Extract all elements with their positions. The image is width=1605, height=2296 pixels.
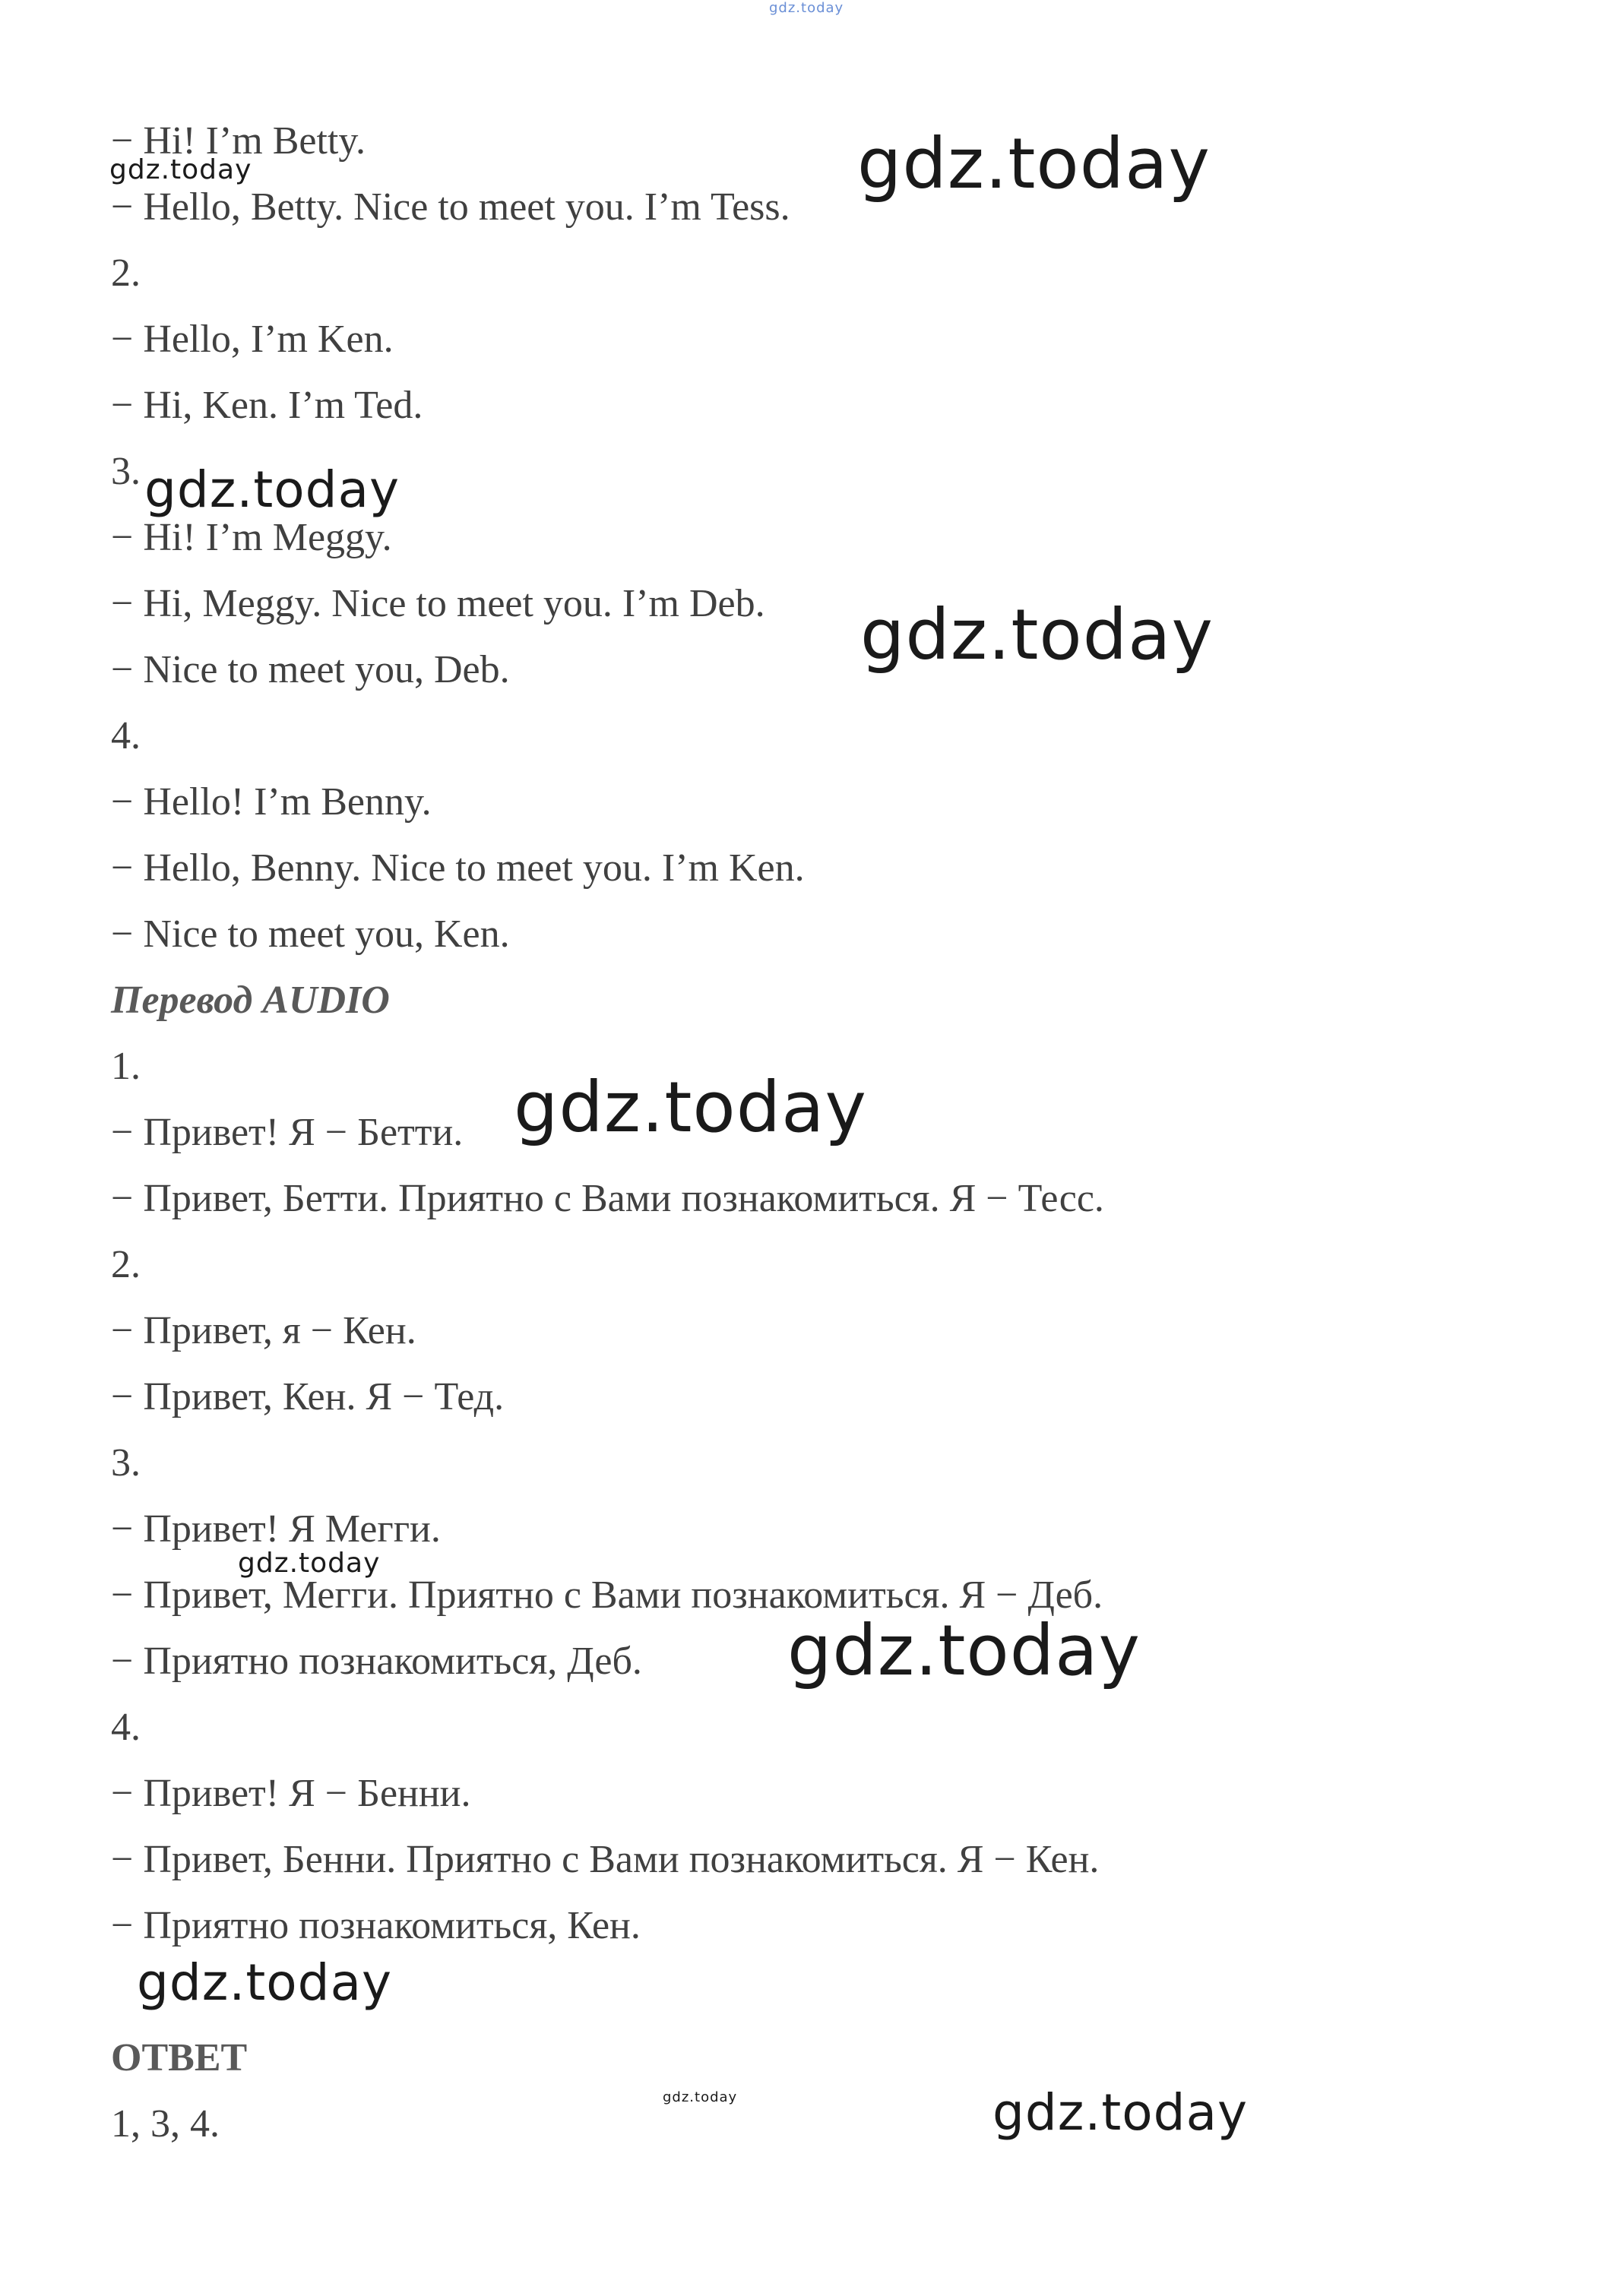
watermark: gdz.today xyxy=(238,1548,381,1579)
dialogue-line: − Приятно познакомиться, Кен. xyxy=(111,1904,641,1947)
dialogue-line: − Привет, Бенни. Приятно с Вами познакомиться. Я − Кен. xyxy=(111,1838,1100,1881)
dialogue-number: 3. xyxy=(111,1441,141,1485)
dialogue-line: − Hi, Ken. I’m Ted. xyxy=(111,384,423,427)
dialogue-line: − Hello, Betty. Nice to meet you. I’m Tess. xyxy=(111,185,790,229)
watermark: gdz.today xyxy=(663,2089,738,2105)
watermark: gdz.today xyxy=(109,154,252,185)
dialogue-line: − Привет! Я − Бетти. xyxy=(111,1111,464,1154)
translation-heading: Перевод AUDIO xyxy=(111,979,390,1022)
dialogue-line: − Привет, Кен. Я − Тед. xyxy=(111,1375,505,1418)
dialogue-line: − Nice to meet you, Ken. xyxy=(111,912,510,956)
dialogue-line: − Nice to meet you, Deb. xyxy=(111,648,510,691)
watermark: gdz.today xyxy=(992,2083,1249,2142)
dialogue-number: 4. xyxy=(111,1706,141,1749)
dialogue-line: − Hi! I’m Betty. xyxy=(111,119,366,163)
answer-text: 1, 3, 4. xyxy=(111,2102,220,2146)
dialogue-line: − Hello! I’m Benny. xyxy=(111,780,432,824)
watermark: gdz.today xyxy=(137,1953,393,2012)
dialogue-line: − Hi, Meggy. Nice to meet you. I’m Deb. xyxy=(111,582,765,625)
dialogue-line: − Приятно познакомиться, Деб. xyxy=(111,1640,642,1683)
dialogue-number: 2. xyxy=(111,1243,141,1286)
watermark: gdz.today xyxy=(144,460,400,519)
dialogue-number: 1. xyxy=(111,1045,141,1088)
dialogue-line: − Привет, я − Кен. xyxy=(111,1309,416,1352)
dialogue-line: − Hello, I’m Ken. xyxy=(111,318,394,361)
watermark: gdz.today xyxy=(857,123,1211,204)
watermark: gdz.today xyxy=(514,1067,867,1148)
dialogue-line: − Привет, Бетти. Приятно с Вами познакомиться. Я − Тесс. xyxy=(111,1177,1104,1220)
dialogue-line: − Hi! I’m Meggy. xyxy=(111,516,392,559)
watermark: gdz.today xyxy=(860,594,1214,675)
answer-heading: ОТВЕТ xyxy=(111,2036,248,2079)
dialogue-line: − Привет, Мегги. Приятно с Вами познакомиться. Я − Деб. xyxy=(111,1573,1103,1617)
dialogue-number: 3. xyxy=(111,450,141,493)
watermark-top: gdz.today xyxy=(769,0,844,16)
dialogue-number: 2. xyxy=(111,251,141,295)
dialogue-line: − Hello, Benny. Nice to meet you. I’m Ken. xyxy=(111,846,805,890)
watermark: gdz.today xyxy=(787,1610,1141,1691)
dialogue-number: 4. xyxy=(111,714,141,757)
dialogue-line: − Привет! Я Мегги. xyxy=(111,1507,441,1551)
dialogue-line: − Привет! Я − Бенни. xyxy=(111,1772,471,1815)
